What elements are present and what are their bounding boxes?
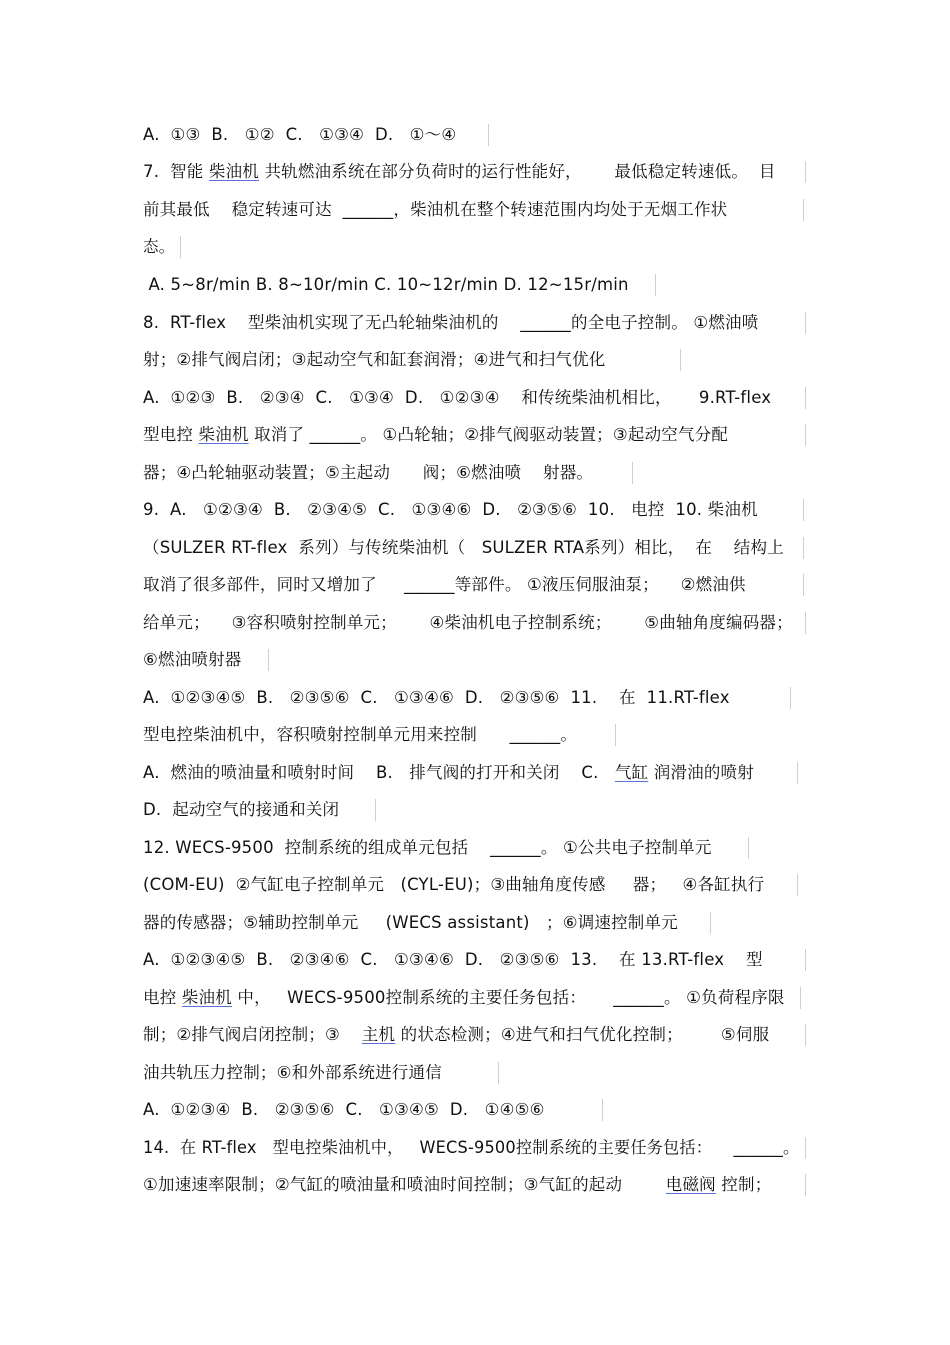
line-edge-divider [268,649,269,671]
text-segment: ⑥燃油喷射器 [143,650,242,669]
line-edge-divider [632,462,633,484]
line-edge-divider [800,987,801,1009]
text-line [143,422,728,448]
text-segment: D. 起动空气的接通和关闭 [143,800,340,819]
line-edge-divider [805,1024,806,1046]
text-segment: 制；②排气阀启闭控制；③ [143,1025,362,1044]
underlined-term: 气缸 [614,763,649,782]
line-edge-divider [803,199,804,221]
text-line [143,985,785,1011]
text-line [143,1022,769,1048]
text-segment: 型电控 [143,425,199,444]
text-segment: A. ①②③④⑤ B. ②③④⑥ C. ①③④⑥ D. ②③⑤⑥ 13. 在 13.RT-flex 型 [143,950,763,969]
line-edge-divider [498,1062,499,1084]
line-edge-divider [615,724,616,746]
underlined-term: 柴油机 [198,425,249,444]
line-edge-divider [805,612,806,634]
text-line [143,872,764,898]
line-edge-divider [655,274,656,296]
text-line [143,535,784,561]
line-edge-divider [680,349,681,371]
text-segment: 中， WECS-9500控制系统的主要任务包括： ______。 ①负荷程序限 [231,988,785,1007]
text-line [143,272,629,298]
text-segment: A. ①②③④ B. ②③⑤⑥ C. ①③④⑤ D. ①④⑤⑥ [143,1100,545,1119]
line-edge-divider [790,687,791,709]
text-segment: 润滑油的喷射 [648,763,754,782]
text-line [143,910,678,936]
text-segment: 型电控柴油机中，容积喷射控制单元用来控制 ______。 [143,725,578,744]
text-line [143,347,605,373]
underlined-term: 柴油机 [208,162,259,181]
text-segment: ①加速速率限制；②气缸的喷油量和喷油时间控制；③气缸的起动 [143,1175,666,1194]
text-segment: （SULZER RT-flex 系列）与传统柴油机（ SULZER RTA系列）相比， 在 结构上 [143,538,784,557]
text-segment: 12. WECS-9500 控制系统的组成单元包括 ______。 ①公共电子控制单元 [143,838,712,857]
text-segment: 给单元； ③容积喷射控制单元； ④柴油机电子控制系统； ⑤曲轴角度编码器； [143,613,793,632]
line-edge-divider [803,499,804,521]
text-line [143,647,242,673]
text-segment: 取消了很多部件，同时又增加了 ______等部件。 ①液压伺服油泵； ②燃油供 [143,575,746,594]
text-line [143,685,730,711]
text-line [143,497,758,523]
line-edge-divider [803,537,804,559]
text-segment: (COM-EU) ②气缸电子控制单元 (CYL-EU)；③曲轴角度传感 器； ④各缸执行 [143,875,765,894]
line-edge-divider [797,874,798,896]
line-edge-divider [805,1137,806,1159]
text-segment: 射；②排气阀启闭；③起动空气和缸套润滑；④进气和扫气优化 [143,350,606,369]
text-segment: 取消了 ______。 ①凸轮轴；②排气阀驱动装置；③起动空气分配 [248,425,729,444]
text-segment: 控制； [715,1175,772,1194]
line-edge-divider [805,1174,806,1196]
text-segment: 前其最低 稳定转速可达 ______，柴油机在整个转速范围内均处于无烟工作状 [143,200,728,219]
text-segment: A. ①③ B. ①② C. ①③④ D. ①～④ [143,125,457,144]
line-edge-divider [805,387,806,409]
line-edge-divider [805,161,806,183]
line-edge-divider [375,799,376,821]
text-line [143,385,771,411]
text-line [143,122,456,148]
line-edge-divider [797,762,798,784]
line-edge-divider [803,574,804,596]
text-segment: 电控 [143,988,182,1007]
text-line [143,1060,442,1086]
line-edge-divider [805,424,806,446]
text-segment: A. ①②③④⑤ B. ②③⑤⑥ C. ①③④⑥ D. ②③⑤⑥ 11. 在 11.RT-flex [143,688,730,707]
text-segment: 7. 智能 [143,162,209,181]
text-line [143,1097,545,1123]
line-edge-divider [805,312,806,334]
text-line [143,722,577,748]
text-line [143,310,758,336]
underlined-term: 电磁阀 [665,1175,716,1194]
line-edge-divider [488,124,489,146]
line-edge-divider [710,912,711,934]
line-edge-divider [748,837,749,859]
line-edge-divider [180,236,181,258]
text-segment: 态。 [143,237,175,256]
text-segment: A. ①②③ B. ②③④ C. ①③④ D. ①②③④ 和传统柴油机相比， 9.RT-flex [143,388,772,407]
text-segment: 油共轨压力控制；⑥和外部系统进行通信 [143,1063,442,1082]
text-segment: 器；④凸轮轴驱动装置；⑤主起动 阀；⑥燃油喷 射器。 [143,463,594,482]
line-edge-divider [602,1099,603,1121]
underlined-term: 主机 [361,1025,396,1044]
text-line [143,1172,771,1198]
text-segment: 9. A. ①②③④ B. ②③④⑤ C. ①③④⑥ D. ②③⑤⑥ 10. 电控 10. 柴油机 [143,500,758,519]
text-line [143,610,793,636]
underlined-term: 柴油机 [181,988,232,1007]
text-line [143,947,763,973]
text-line [143,797,339,823]
text-segment: 器的传感器；⑤辅助控制单元 (WECS assistant) ；⑥调速控制单元 [143,913,678,932]
text-segment: 8. RT-flex 型柴油机实现了无凸轮轴柴油机的 ______的全电子控制。 ①燃油喷 [143,313,759,332]
text-line [143,1135,799,1161]
text-line [143,460,593,486]
text-line [143,197,727,223]
text-line [143,234,174,260]
text-segment: A. 燃油的喷油量和喷射时间 B. 排气阀的打开和关闭 C. [143,763,615,782]
text-line [143,572,746,598]
text-segment: 14. 在 RT-flex 型电控柴油机中， WECS-9500控制系统的主要任务包括： ______。 [143,1138,800,1157]
text-segment: A. 5~8r/min B. 8~10r/min C. 10~12r/min D. 12~15r/min [143,275,629,294]
text-line [143,159,776,185]
line-edge-divider [805,949,806,971]
text-segment: 的状态检测；④进气和扫气优化控制； ⑤伺服 [395,1025,770,1044]
text-line [143,760,754,786]
text-segment: 共轨燃油系统在部分负荷时的运行性能好， 最低稳定转速低。 目 [259,162,776,181]
text-line [143,835,712,861]
